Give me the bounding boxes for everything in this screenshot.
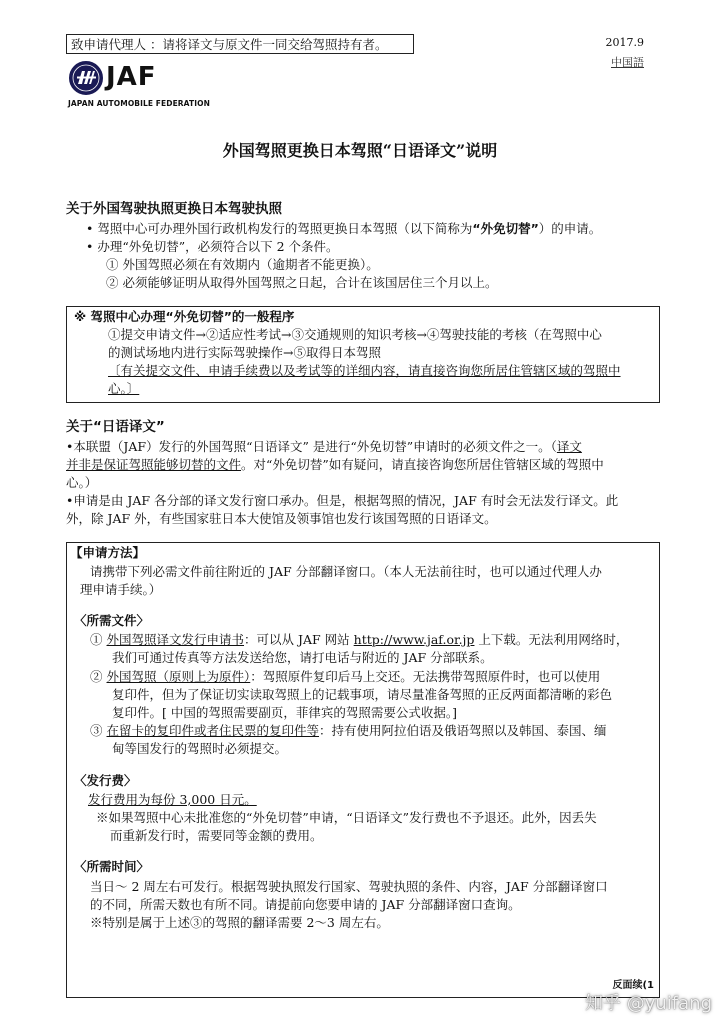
doc2-title: 外国驾照（原则上为原件） (106, 669, 251, 684)
language-label: 中国語 (611, 56, 644, 69)
doc-item-3-line2: 甸等国发行的驾照时必须提交。 (112, 741, 288, 756)
doc2-number: ② (90, 669, 103, 684)
section2-p2-line1: •申请是由 JAF 各分部的译文发行窗口承办。但是，根据驾照的情况，JAF 有时会无法发行译文。此 (66, 493, 619, 508)
p1-underlined: 译文 (556, 439, 582, 454)
procedure-line-3: 〔有关提交文件、申请手续费以及考试等的详细内容，请直接咨询您所居住管辖区域的驾照中 (108, 363, 621, 378)
section2-p1-line2 (66, 456, 604, 474)
time-heading: 〈所需时间〉 (74, 859, 150, 874)
section2-p1-line3: 心。） (66, 475, 98, 490)
condition-1: ① 外国驾照必须在有效期内（逾期者不能更换）。 (106, 257, 379, 272)
section2-p1-line1 (66, 438, 582, 456)
fee-note-1: ※如果驾照中心未批准您的“外免切替”申请，“日语译文”发行费也不予退还。此外，因丢失 (96, 810, 597, 825)
continued-on-reverse-label: 反面续(1 (612, 980, 654, 991)
doc-item-3 (90, 722, 607, 740)
doc-item-2-line3: 复印件。[ 中国的驾照需要副页，菲律宾的驾照需要公式收据。] (112, 705, 457, 720)
doc1-title: 外国驾照译文发行申请书 (106, 632, 245, 647)
agent-notice-box: 致申请代理人 ：请将译文与原文件一同交给驾照持有者。 (66, 34, 414, 54)
doc3-title: 在留卡的复印件或者住民票的复印件等 (106, 723, 320, 738)
doc3-number: ③ (90, 723, 103, 738)
application-intro-2: 理申请手续。） (80, 582, 162, 597)
page-title: 外国驾照更换日本驾照“日语译文”说明 (222, 141, 498, 160)
procedure-line-4: 心。〕 (108, 381, 140, 396)
doc-item-2-line2: 复印件，但为了保证切实读取驾照上的记载事项，请尽量准备驾照的正反两面都清晰的彩色 (112, 687, 613, 702)
doc1-number: ① (90, 632, 103, 647)
doc1-text: ：可以从 JAF 网站 (244, 632, 354, 647)
jaf-logo-subtitle: JAPAN AUTOMOBILE FEDERATION (68, 99, 210, 108)
doc2-text: ：驾照原件复印后马上交还。无法携带驾照原件时，也可以使用 (250, 669, 601, 684)
document-date: 2017.9 (605, 36, 644, 49)
jaf-website-link[interactable]: http://www.jaf.or.jp (353, 632, 475, 647)
application-heading: 【申请方法】 (70, 545, 146, 560)
doc-item-1-line2: 我们可通过传真等方法发送给您，请打电话与附近的 JAF 分部联系。 (112, 650, 493, 665)
procedure-heading: ※ 驾照中心办理“外免切替”的一般程序 (74, 309, 295, 324)
zhihu-watermark: 知乎 @yuifang (585, 993, 712, 1014)
section2-p2-line2: 外，除 JAF 外，有些国家驻日本大使馆及领事馆也发行该国驾照的日语译文。 (66, 511, 497, 526)
section2-heading: 关于“日语译文” (66, 419, 165, 435)
bullet1-term: “外免切替” (472, 221, 539, 236)
p1-text-2: 。对“外免切替”如有疑问，请直接咨询您所居住管辖区域的驾照中 (241, 457, 604, 472)
section1-bullet1 (86, 220, 601, 238)
time-note: ※特别是属于上述③的驾照的翻译需要 2～3 周左右。 (90, 915, 389, 930)
doc3-text: ：持有使用阿拉伯语及俄语驾照以及韩国、泰国、缅 (319, 723, 607, 738)
fee-heading: 〈发行费〉 (74, 773, 137, 788)
time-line-2: 的不同，所需天数也有所不同。请提前向您要申请的 JAF 分部翻译窗口查询。 (90, 897, 521, 912)
doc-item-2 (90, 668, 600, 686)
doc1-tail: 上下载。无法利用网络时， (474, 632, 629, 647)
section1-bullet2: • 办理“外免切替”，必须符合以下 2 个条件。 (86, 239, 339, 254)
section1-heading: 关于外国驾驶执照更换日本驾驶执照 (66, 201, 282, 217)
fee-amount: 发行费用为每份 3,000 日元。 (88, 792, 257, 807)
procedure-line-1: ①提交申请文件→②适应性考试→③交通规则的知识考核→④驾驶技能的考核（在驾照中心 (108, 327, 602, 342)
p1-underlined-2: 并非是保证驾照能够切替的文件 (66, 457, 242, 472)
docs-heading: 〈所需文件〉 (74, 613, 150, 628)
p1-text: •本联盟（JAF）发行的外国驾照“日语译文” 是进行“外免切替”申请时的必须文件之一。（ (66, 439, 557, 454)
time-line-1: 当日～ 2 周左右可发行。根据驾驶执照发行国家、驾驶执照的条件、内容，JAF 分部翻译窗口 (90, 879, 608, 894)
doc-item-1 (90, 631, 628, 649)
jaf-emblem-icon (68, 60, 104, 96)
application-intro-1: 请携带下列必需文件前往附近的 JAF 分部翻译窗口。（本人无法前往时，也可以通过代理人办 (90, 564, 602, 579)
fee-note-2: 而重新发行时，需要同等金额的费用。 (110, 828, 323, 843)
jaf-logo-text: JAF (106, 62, 157, 92)
bullet1-text: • 驾照中心可办理外国行政机构发行的驾照更换日本驾照（以下简称为 (86, 221, 473, 236)
procedure-line-2: 的测试场地内进行实际驾驶操作→⑤取得日本驾照 (108, 345, 381, 360)
condition-2: ② 必须能够证明从取得外国驾照之日起，合计在该国居住三个月以上。 (106, 275, 498, 290)
bullet1-tail: ）的申请。 (538, 221, 602, 236)
